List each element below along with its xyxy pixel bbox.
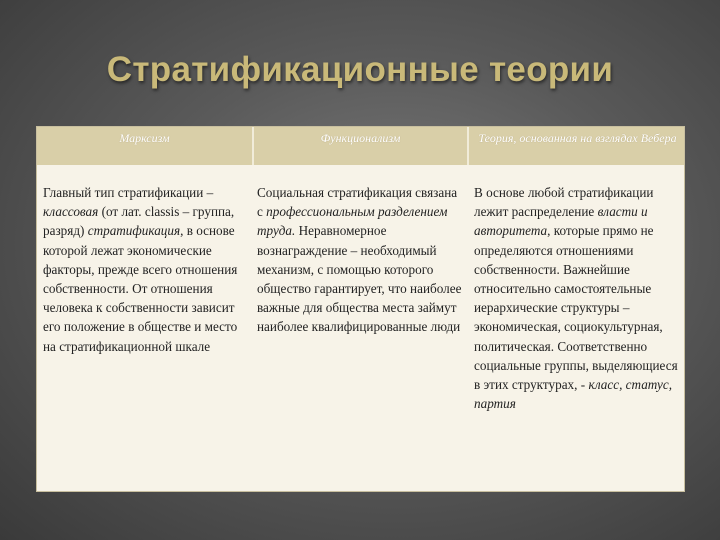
body-text: , которые прямо не определяются отношениями собственности. Важнейшие относительно самостоятельные иерархические структуры – экономическая, социокультурная, политическая. Соответственно социальные группы, выделяющиеся в этих структурах, -	[474, 223, 678, 393]
body-text: , в основе которой лежат экономические факторы, прежде всего отношения собственности. От отношения человека к собственности зависит его положение в обществе и место на стратификационной шкале	[43, 223, 238, 354]
header-functionalism: Функционализм	[320, 131, 401, 145]
functionalism-description	[257, 183, 463, 337]
marxism-description	[43, 183, 249, 356]
header-weber-theory: Теория, основанная на взглядах Вебера	[478, 131, 677, 145]
table-header-row	[37, 127, 684, 165]
weber-theory-description	[474, 183, 680, 413]
comparison-table	[36, 126, 685, 492]
body-text: В основе любой стратификации лежит распределение	[474, 185, 654, 220]
emphasized-term: стратификация	[87, 223, 181, 239]
emphasized-term: власти и авторитета	[474, 204, 648, 239]
header-marxism: Марксизм	[119, 131, 170, 145]
emphasized-term: класс, статус, партия	[474, 377, 673, 412]
emphasized-term: классовая	[43, 204, 99, 220]
body-text: (от лат. classis – группа, разряд)	[43, 204, 235, 239]
emphasized-term: профессиональным разделением труда.	[257, 204, 448, 239]
body-text: Неравномерное вознаграждение – необходимый механизм, с помощью которого общество гарантирует, что наиболее важные для общества места займут наиболее квалифицированные люди	[257, 223, 462, 335]
slide-title: Стратификационные теории	[106, 50, 614, 89]
body-text: Главный тип стратификации –	[43, 185, 214, 200]
body-text: Социальная стратификация связана с	[257, 185, 458, 220]
